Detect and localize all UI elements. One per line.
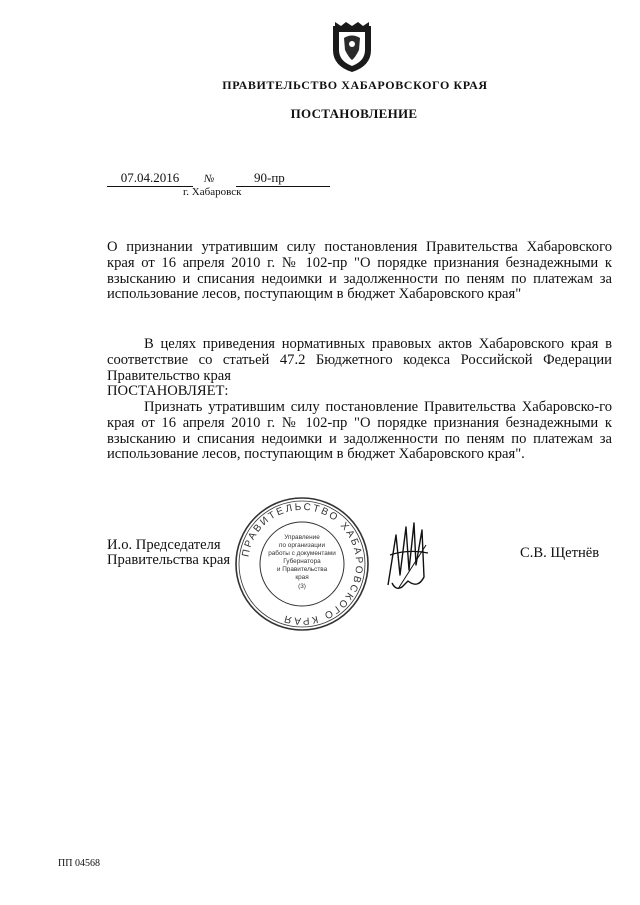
stamp-line: края [295, 574, 309, 581]
signatory-title-line1: И.о. Председателя [107, 537, 221, 553]
number-sign: № [204, 173, 215, 185]
document-type: ПОСТАНОВЛЕНИЕ [290, 106, 418, 121]
document-subject: О признании утратившим силу постановления Правительства Хабаровского края от 16 апреля 2010 г. № 102-пр "О порядке признания безнадежными к взысканию и списания недоимки и задолженности по пеням по платежам за использование лесов, поступающим в бюджет Хабаровского края" [107, 239, 612, 303]
stamp-line: (3) [298, 583, 306, 590]
decree-paragraph: Признать утратившим силу постановление Правительства Хабаровско-го края от 16 апреля 2010 г. № 102-пр "О порядке признания безнадежными к взысканию и списания недоимки и задолженности по пеням по платежам за использование лесов, поступающим в бюджет Хабаровского края". [107, 399, 612, 463]
stamp-line: по организации [278, 542, 326, 549]
government-title: ПРАВИТЕЛЬСТВО ХАБАРОВСКОГО КРАЯ [222, 78, 488, 92]
signatory-name: С.В. Щетнёв [520, 545, 600, 561]
stamp-line: Управление [284, 534, 320, 541]
official-stamp [232, 494, 372, 634]
document-city: г. Хабаровск [183, 186, 242, 198]
decree-word: ПОСТАНОВЛЯЕТ: [107, 383, 229, 399]
coat-of-arms-icon [329, 20, 375, 74]
stamp-ring-text: ПРАВИТЕЛЬСТВО ХАБАРОВСКОГО КРАЯ [240, 501, 365, 627]
preamble-paragraph: В целях приведения нормативных правовых актов Хабаровского края в соответствие со статьей 47.2 Бюджетного кодекса Российской Федерации Правительство края [107, 336, 612, 384]
document-number: 90-пр [236, 170, 330, 187]
stamp-line: работы с документами [268, 550, 336, 557]
stamp-line: Губернатора [283, 558, 321, 565]
document-code: ПП 04568 [58, 858, 100, 869]
stamp-line: и Правительства [276, 566, 328, 573]
handwritten-signature [378, 515, 438, 595]
document-date: 07.04.2016 [107, 170, 193, 187]
signatory-title-line2: Правительства края [107, 552, 231, 568]
